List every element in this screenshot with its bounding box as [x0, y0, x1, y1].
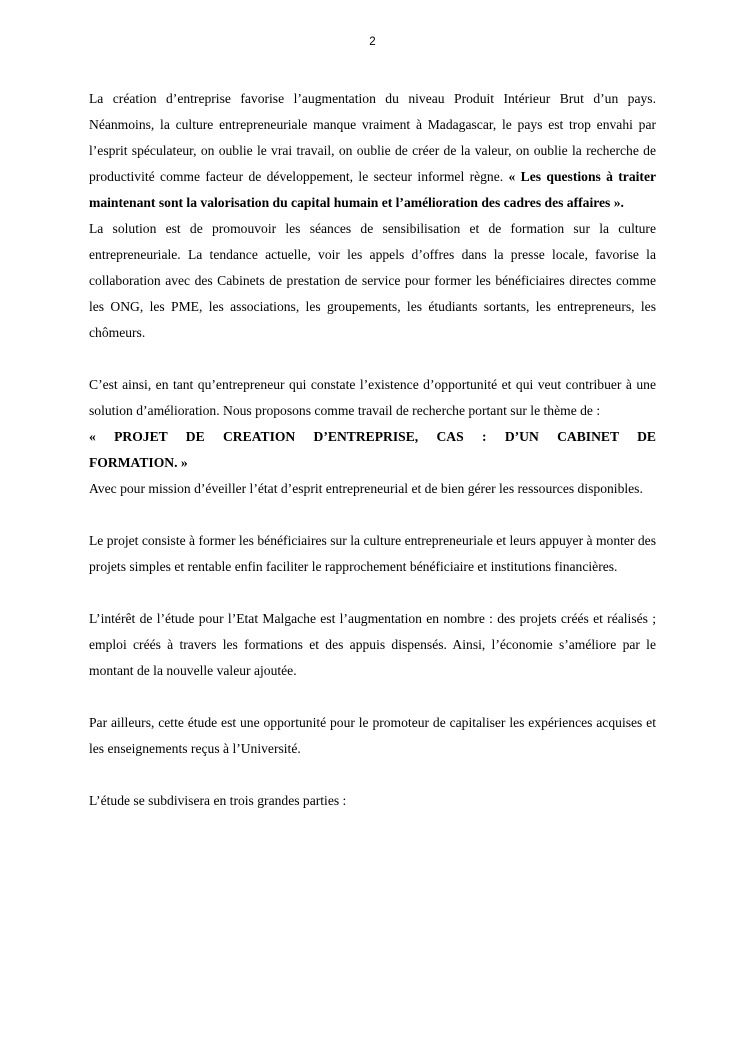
intro-bold-quote: « Les questions à traiter maintenant sont la valorisation du capital humain et l’amélioration des cadres des affaires ».	[89, 169, 657, 210]
solution-paragraph: La solution est de promouvoir les séances de sensibilisation et de formation sur la culture entrepreneuriale. La tendance actuelle, voir les appels d’offres dans la presse locale, favorise la collaboration avec des Cabinets de prestation de service pour former les bénéficiaires directes comme les ONG, les PME, les associations, les groupements, les étudiants sortants, les entrepreneurs, les chômeurs.	[89, 221, 656, 340]
project-paragraph: Le projet consiste à former les bénéficiaires sur la culture entrepreneuriale et leurs appuyer à monter des projets simples et rentable enfin faciliter le rapprochement bénéficiaire et institutions financières.	[89, 533, 656, 574]
intro-paragraph	[89, 86, 656, 216]
project-title-line2: FORMATION. »	[89, 455, 188, 470]
document-body	[89, 86, 656, 814]
intro-text: La création d’entreprise favorise l’augmentation du niveau Produit Intérieur Brut d’un pays. Néanmoins, la culture entrepreneuriale manque vraiment à Madagascar, le pays est trop envahi par l’esprit spéculateur, on oublie le vrai travail, on oublie de créer de la valeur, on oublie la recherche de productivité comme facteur de développement, le secteur informel règne.	[89, 91, 656, 184]
page-number: 2	[369, 36, 376, 48]
context-paragraph: C’est ainsi, en tant qu’entrepreneur qui constate l’existence d’opportunité et qui veut contribuer à une solution d’amélioration. Nous proposons comme travail de recherche portant sur le thème de :	[89, 377, 656, 418]
interest-paragraph: L’intérêt de l’étude pour l’Etat Malgache est l’augmentation en nombre : des projets créés et réalisés ; emploi créés à travers les formations et des appuis dispensés. Ainsi, l’économie s’améliore par le montant de la nouvelle valeur ajoutée.	[89, 611, 656, 678]
opportunity-paragraph: Par ailleurs, cette étude est une opportunité pour le promoteur de capitaliser les expériences acquises et les enseignements reçus à l’Université.	[89, 715, 656, 756]
mission-paragraph: Avec pour mission d’éveiller l’état d’esprit entrepreneurial et de bien gérer les ressources disponibles.	[89, 481, 643, 496]
project-title-line1: « PROJET DE CREATION D’ENTREPRISE, CAS : D’UN CABINET DE	[89, 429, 656, 444]
structure-paragraph: L’étude se subdivisera en trois grandes parties :	[89, 793, 347, 808]
